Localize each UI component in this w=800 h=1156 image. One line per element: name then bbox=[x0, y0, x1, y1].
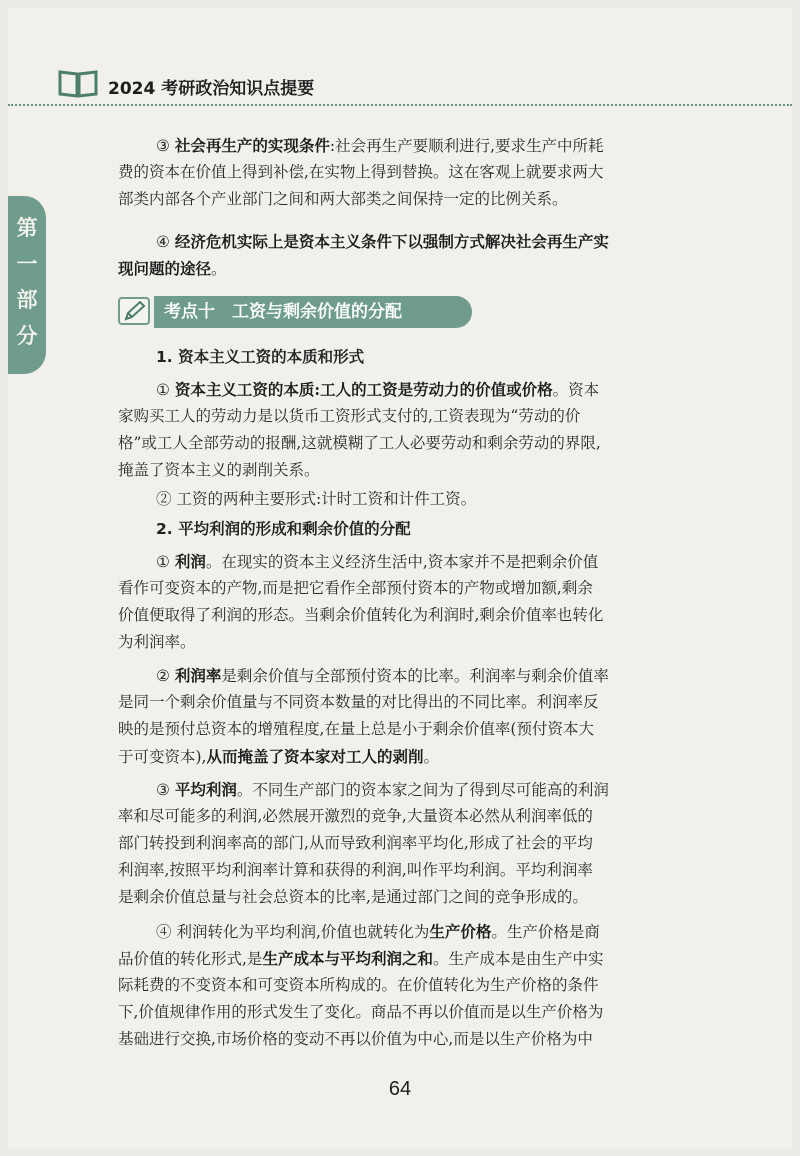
text-span: 利润转化为平均利润,价值也就转化为 bbox=[176, 923, 430, 941]
item-number: ② bbox=[156, 667, 170, 685]
text-span: 。生产成本是由生产中实 bbox=[432, 950, 604, 968]
page-number: 64 bbox=[388, 1078, 412, 1100]
paragraph-line bbox=[118, 255, 718, 283]
header-title: 2024 考研政治知识点提要 bbox=[108, 79, 315, 99]
item-number: ① bbox=[156, 553, 170, 571]
bold-term: 社会再生产的实现条件 bbox=[174, 136, 330, 155]
item-number: ③ bbox=[156, 137, 170, 155]
bold-term: 生产成本与平均利润之和 bbox=[262, 949, 433, 968]
text-span: 工资的两种主要形式:计时工资和计件工资。 bbox=[176, 490, 477, 508]
bold-term: 生产价格 bbox=[429, 922, 492, 941]
running-header bbox=[58, 64, 778, 104]
part-side-tab bbox=[8, 196, 46, 374]
paragraph-line: 掩盖了资本主义的剥削关系。 bbox=[118, 461, 320, 479]
bold-term: 经济危机实际上是资本主义条件下以强制方式解决社会再生产实 bbox=[174, 232, 609, 251]
bold-term: 资本主义工资的本质 bbox=[174, 380, 315, 399]
item-number: ④ bbox=[156, 233, 170, 251]
item-number: ② bbox=[156, 490, 172, 508]
bold-term: 利润 bbox=[174, 552, 206, 571]
item-number: ④ bbox=[156, 923, 172, 941]
paragraph-line: 部类内部各个产业部门之间和两大部类之间保持一定的比例关系。 bbox=[118, 190, 568, 208]
paragraph-line bbox=[118, 945, 718, 973]
header-divider bbox=[8, 104, 792, 106]
text-span: 。 bbox=[211, 260, 227, 278]
text-span: 是剩余价值与全部预付资本的比率。利润率与剩余价值率 bbox=[221, 667, 609, 685]
paragraph-line bbox=[156, 376, 756, 404]
paragraph-line bbox=[156, 228, 756, 256]
text-span: 。生产价格是商 bbox=[491, 923, 600, 941]
paragraph-line: 价值便取得了利润的形态。当剩余价值转化为利润时,剩余价值率也转化 bbox=[118, 606, 604, 624]
paragraph-line: 是同一个剩余价值量与不同资本数量的对比得出的不同比率。利润率反 bbox=[118, 693, 599, 711]
text-span: 。 bbox=[423, 748, 440, 766]
section-heading bbox=[118, 296, 473, 328]
section-title: 考点十 工资与剩余价值的分配 bbox=[154, 296, 472, 328]
sub-heading: 2. 平均利润的形成和剩余价值的分配 bbox=[156, 520, 411, 538]
pencil-box bbox=[118, 297, 150, 325]
bold-term: 平均利润 bbox=[174, 780, 237, 799]
paragraph-line: 为利润率。 bbox=[118, 633, 196, 651]
paragraph-line bbox=[156, 548, 756, 576]
book-page bbox=[8, 8, 792, 1148]
side-tab-char: 第 bbox=[16, 216, 38, 240]
paragraph-line: 际耗费的不变资本和可变资本所构成的。在价值转化为生产价格的条件 bbox=[118, 976, 599, 994]
item-number: ③ bbox=[156, 781, 170, 799]
bold-term: 利润率 bbox=[174, 666, 222, 685]
paragraph-line: 部门转投到利润率高的部门,从而导致利润率平均化,形成了社会的平均 bbox=[118, 834, 593, 852]
paragraph-line: 家购买工人的劳动力是以货币工资形式支付的,工资表现为“劳动的价 bbox=[118, 407, 581, 425]
paragraph-line: 看作可变资本的产物,而是把它看作全部预付资本的产物或增加额,剩余 bbox=[118, 579, 593, 597]
side-tab-char: 部 bbox=[16, 288, 38, 312]
paragraph-line bbox=[156, 486, 756, 513]
text-span: 。在现实的资本主义经济生活中,资本家并不是把剩余价值 bbox=[205, 553, 599, 571]
paragraph-line: 率和尽可能多的利润,必然展开激烈的竞争,大量资本必然从利润率低的 bbox=[118, 807, 593, 825]
text-span: 于可变资本), bbox=[118, 748, 207, 766]
pencil-icon bbox=[120, 299, 148, 323]
paragraph-line: 费的资本在价值上得到补偿,在实物上得到替换。这在客观上就要求两大 bbox=[118, 163, 604, 181]
paragraph-line bbox=[156, 918, 756, 946]
bold-term: 现问题的途径 bbox=[118, 259, 212, 278]
bold-term: :工人的工资是劳动力的价值或价格 bbox=[314, 380, 553, 399]
paragraph-line: 格”或工人全部劳动的报酬,这就模糊了工人必要劳动和剩余劳动的界限, bbox=[118, 434, 601, 452]
item-number: ① bbox=[156, 381, 170, 399]
side-tab-char: 一 bbox=[16, 252, 38, 276]
bold-term: 从而掩盖了资本家对工人的剥削 bbox=[206, 747, 424, 766]
sub-heading: 1. 资本主义工资的本质和形式 bbox=[156, 348, 365, 366]
text-span: 。资本 bbox=[552, 381, 600, 399]
open-book-icon bbox=[58, 68, 98, 98]
paragraph-line: 下,价值规律作用的形式发生了变化。商品不再以价值而是以生产价格为 bbox=[118, 1003, 604, 1021]
paragraph-line: 利润率,按照平均利润率计算和获得的利润,叫作平均利润。平均利润率 bbox=[118, 861, 593, 879]
text-span: 。不同生产部门的资本家之间为了得到尽可能高的利润 bbox=[236, 781, 609, 799]
paragraph-line bbox=[156, 662, 756, 690]
paragraph-line: 映的是预付总资本的增殖程度,在量上总是小于剩余价值率(预付资本大 bbox=[118, 720, 594, 738]
paragraph-line: 是剩余价值总量与社会总资本的比率,是通过部门之间的竞争形成的。 bbox=[118, 888, 588, 906]
paragraph-line bbox=[118, 743, 718, 771]
text-span: 品价值的转化形式,是 bbox=[118, 950, 263, 968]
paragraph-line bbox=[156, 132, 756, 160]
text-span: :社会再生产要顺利进行,要求生产中所耗 bbox=[329, 137, 604, 155]
side-tab-char: 分 bbox=[16, 324, 38, 348]
paragraph-line bbox=[156, 776, 756, 804]
paragraph-line: 基础进行交换,市场价格的变动不再以价值为中心,而是以生产价格为中 bbox=[118, 1030, 593, 1048]
